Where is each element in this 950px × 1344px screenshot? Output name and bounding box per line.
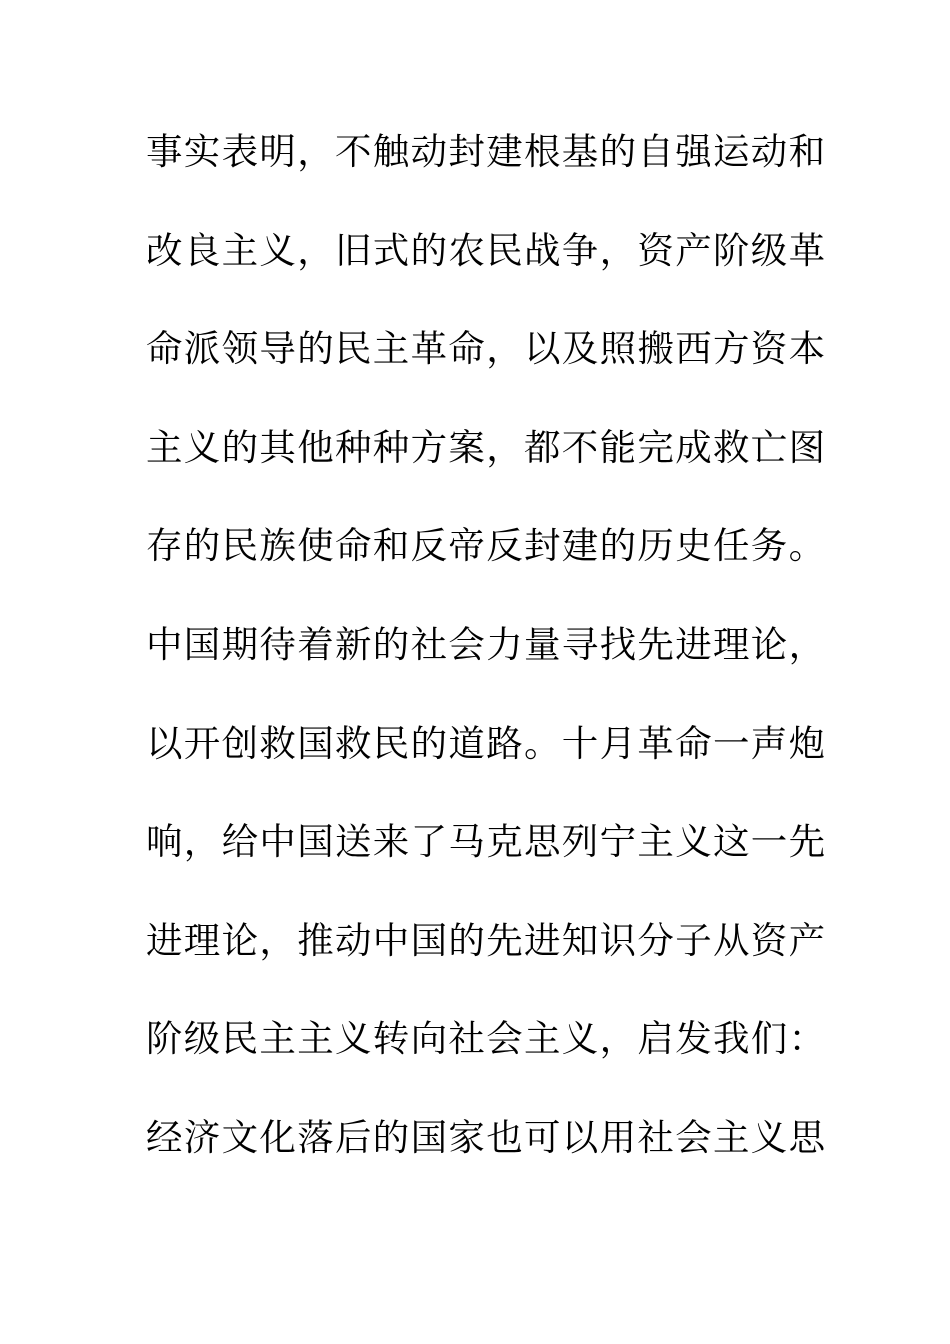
text-line: 响，给中国送来了马克思列宁主义这一先 xyxy=(146,820,827,864)
text-line: 事实表明，不触动封建根基的自强运动和 xyxy=(146,130,827,173)
body-text xyxy=(146,126,827,1211)
text-line: 主义的其他种种方案，都不能完成救亡图 xyxy=(146,425,827,469)
text-line: 阶级民主主义转向社会主义，启发我们： xyxy=(146,1017,827,1061)
text-line: 改良主义，旧式的农民战争，资产阶级革 xyxy=(146,228,827,272)
text-line: 存的民族使命和反帝反封建的历史任务。 xyxy=(146,524,827,568)
text-line: 进理论，推动中国的先进知识分子从资产 xyxy=(146,918,827,962)
text-line: 中国期待着新的社会力量寻找先进理论， xyxy=(146,622,827,666)
text-line: 命派领导的民主革命，以及照搬西方资本 xyxy=(146,327,827,371)
text-line: 经济文化落后的国家也可以用社会主义思 xyxy=(146,1115,827,1159)
text-line: 以开创救国救民的道路。十月革命一声炮 xyxy=(146,721,827,765)
